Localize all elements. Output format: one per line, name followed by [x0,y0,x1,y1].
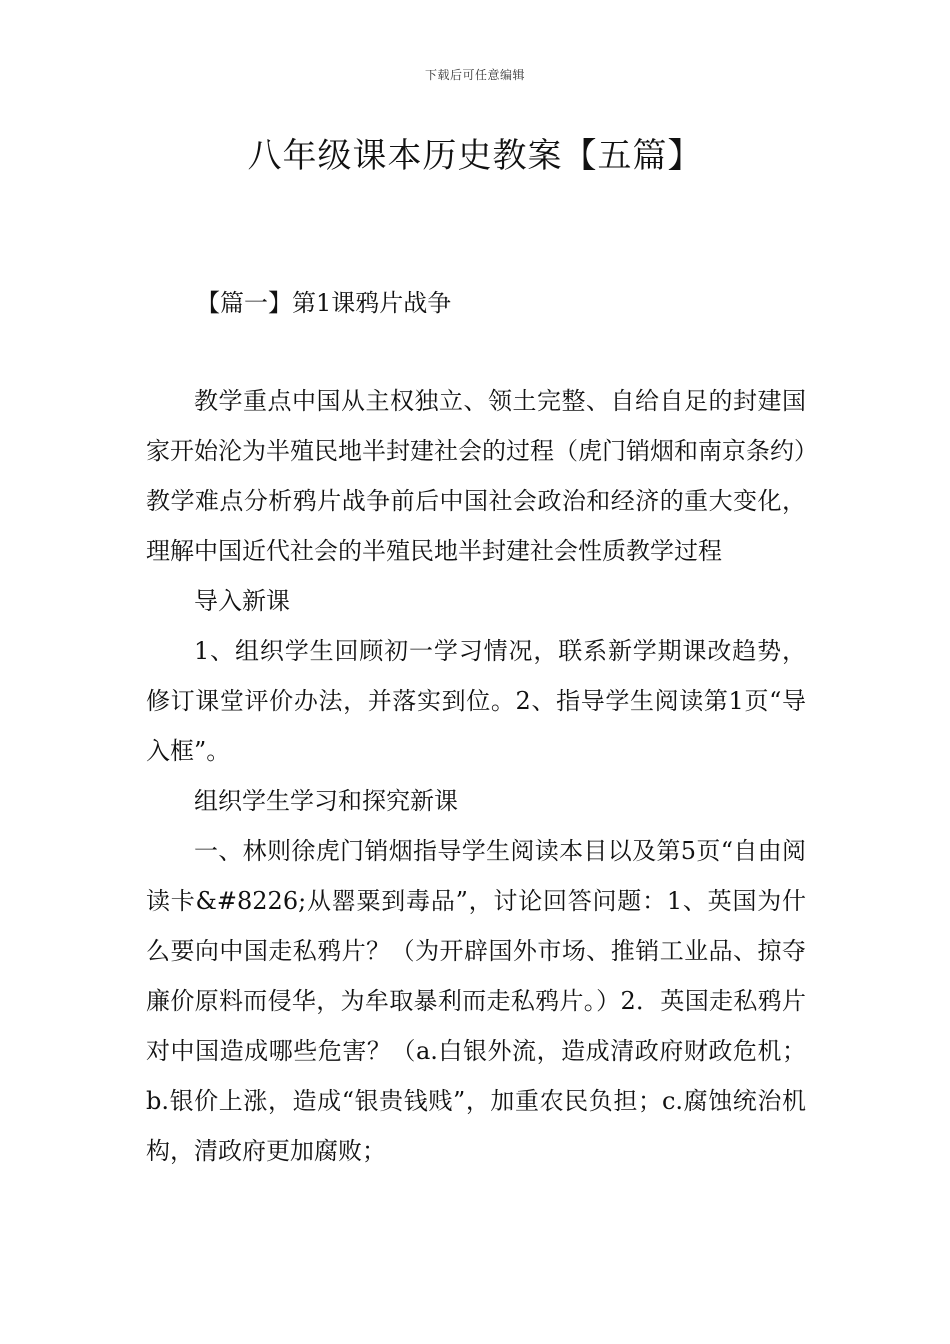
header-note: 下载后可任意编辑 [424,68,525,82]
paragraph-humen-opium: 一、林则徐虎门销烟指导学生阅读本目以及第5页“自由阅读卡&#8226;从罂粟到毒品”，讨论回答问题：1、英国为什么要向中国走私鸦片？（为开辟国外市场、推销工业品、掠夺廉价原料而侵华，为牟取暴利而走私鸦片。）2．英国走私鸦片对中国造成哪些危害？（a.白银外流，造成清政府财政危机；b.银价上涨，造成“银贵钱贱”，加重农民负担；c.腐蚀统治机构，清政府更加腐败； [146,837,806,1165]
paragraph-intro-steps: 1、组织学生回顾初一学习情况，联系新学期课改趋势，修订课堂评价办法，并落实到位。2、指导学生阅读第1页“导入框”。 [146,637,806,765]
section-heading: 【篇一】第1课鸦片战争 [196,289,452,317]
paragraph-teaching-focus: 教学重点中国从主权独立、领土完整、自给自足的封建国家开始沦为半殖民地半封建社会的过程（虎门销烟和南京条约）教学难点分析鸦片战争前后中国社会政治和经济的重大变化，理解中国近代社会的半殖民地半封建社会性质教学过程 [146,387,806,565]
document-title: 八年级课本历史教案【五篇】 [247,136,703,176]
paragraph-new-lesson-heading: 组织学生学习和探究新课 [194,787,458,815]
paragraph-intro-heading: 导入新课 [194,587,290,615]
body-text-block-1 [146,376,806,1176]
